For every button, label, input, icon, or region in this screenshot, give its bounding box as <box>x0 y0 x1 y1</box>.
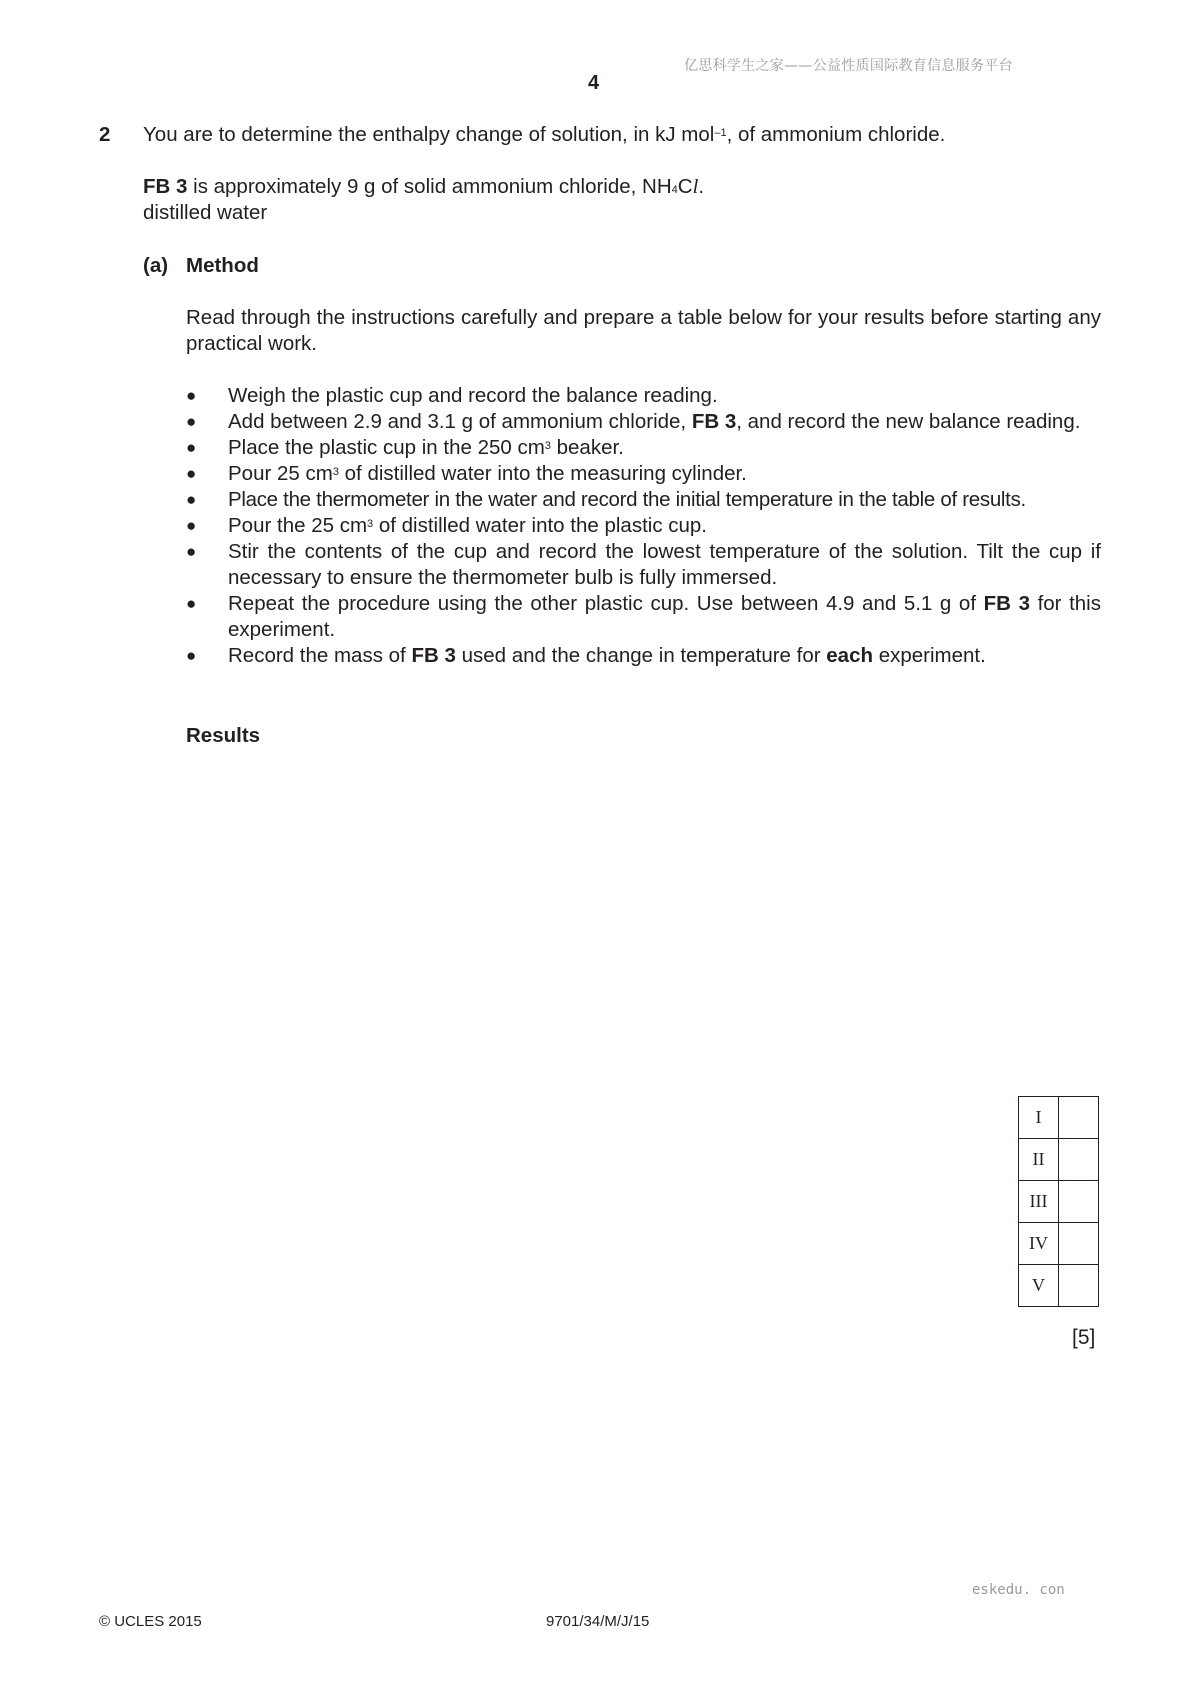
step-sup: 3 <box>332 466 339 478</box>
part-label: (a) <box>143 254 169 277</box>
fb3-l: l <box>692 176 699 198</box>
step-text: Repeat the procedure using the other plastic cup. Use between 4.9 and 5.1 g of <box>228 592 984 615</box>
marking-row <box>1019 1181 1099 1223</box>
page-number: 4 <box>588 72 600 94</box>
question-intro-suffix: , of ammonium chloride. <box>726 123 946 146</box>
list-item <box>186 539 1101 591</box>
question-intro-sup: –1 <box>714 127 727 139</box>
step-text: of distilled water into the measuring cylinder. <box>338 462 747 485</box>
footer-paper-code: 9701/34/M/J/15 <box>546 1613 650 1630</box>
marking-box[interactable] <box>1059 1139 1099 1181</box>
step-text: Stir the contents of the cup and record the lowest temperature of the solution. Tilt the cup if necessary to ensure the thermometer bulb is fully immersed. <box>228 540 1101 589</box>
marking-row <box>1019 1265 1099 1307</box>
step-text: of distilled water into the plastic cup. <box>373 514 708 537</box>
marking-box[interactable] <box>1059 1265 1099 1307</box>
list-item <box>186 435 1101 461</box>
step-text: Place the plastic cup in the 250 cm <box>228 436 545 459</box>
step-text: Pour the 25 cm <box>228 514 368 537</box>
bullet-icon: ● <box>186 490 197 509</box>
marking-grid <box>1018 1096 1099 1307</box>
step-sup: 3 <box>367 518 374 530</box>
method-steps <box>186 383 1101 669</box>
question-number: 2 <box>99 123 111 146</box>
footer-copyright: © UCLES 2015 <box>99 1613 202 1630</box>
header-watermark: 亿思科学生之家——公益性质国际教育信息服务平台 <box>684 58 1013 74</box>
list-item <box>186 461 1101 487</box>
step-text: Record the mass of <box>228 644 412 667</box>
marking-row-label: V <box>1019 1265 1059 1307</box>
marking-row-label: I <box>1019 1097 1059 1139</box>
total-mark: [5] <box>1072 1326 1096 1349</box>
marking-row-label: III <box>1019 1181 1059 1223</box>
marking-box[interactable] <box>1059 1097 1099 1139</box>
marking-row-label: IV <box>1019 1223 1059 1265</box>
step-text: Add between 2.9 and 3.1 g of ammonium chloride, <box>228 410 692 433</box>
marking-row <box>1019 1223 1099 1265</box>
list-item <box>186 487 1101 513</box>
step-bold: each <box>826 644 874 667</box>
material-water: distilled water <box>143 201 268 224</box>
marking-row <box>1019 1097 1099 1139</box>
bullet-icon: ● <box>186 412 197 431</box>
step-bold: FB 3 <box>983 592 1030 615</box>
step-text: used and the change in temperature for <box>455 644 827 667</box>
material-fb3 <box>143 174 1103 200</box>
step-text: for this experiment. <box>228 592 1101 641</box>
bullet-icon: ● <box>186 464 197 483</box>
list-item <box>186 513 1101 539</box>
marking-box[interactable] <box>1059 1181 1099 1223</box>
fb3-label: FB 3 <box>143 175 188 198</box>
fb3-sub: 4 <box>671 184 678 196</box>
step-sup: 3 <box>544 440 551 452</box>
bullet-icon: ● <box>186 646 197 665</box>
step-text: Weigh the plastic cup and record the balance reading. <box>228 384 718 407</box>
bullet-icon: ● <box>186 542 197 561</box>
step-text: experiment. <box>873 644 986 667</box>
bullet-icon: ● <box>186 386 197 405</box>
fb3-text: is approximately 9 g of solid ammonium chloride, NH <box>187 175 672 198</box>
marking-row-label: II <box>1019 1139 1059 1181</box>
bullet-icon: ● <box>186 516 197 535</box>
step-bold: FB 3 <box>411 644 456 667</box>
part-title: Method <box>186 254 259 277</box>
list-item <box>186 383 1101 409</box>
marking-row <box>1019 1139 1099 1181</box>
fb3-tail: C <box>677 175 693 198</box>
step-bold: FB 3 <box>691 410 737 433</box>
step-text: beaker. <box>550 436 624 459</box>
step-text: Pour 25 cm <box>228 462 333 485</box>
bullet-icon: ● <box>186 438 197 457</box>
step-text: Place the thermometer in the water and record the initial temperature in the table of results. <box>228 488 1026 511</box>
footer-watermark: eskedu. con <box>972 1582 1065 1598</box>
list-item <box>186 591 1101 643</box>
question-intro-prefix: You are to determine the enthalpy change of solution, in kJ mol <box>143 123 715 146</box>
question-intro <box>143 122 1103 148</box>
results-title: Results <box>186 724 261 747</box>
marking-box[interactable] <box>1059 1223 1099 1265</box>
list-item <box>186 643 1101 669</box>
fb3-end: . <box>698 175 705 198</box>
list-item <box>186 409 1101 435</box>
step-text: , and record the new balance reading. <box>736 410 1081 433</box>
method-intro: Read through the instructions carefully and prepare a table below for your results before starting any practical work. <box>186 306 1101 355</box>
bullet-icon: ● <box>186 594 197 613</box>
